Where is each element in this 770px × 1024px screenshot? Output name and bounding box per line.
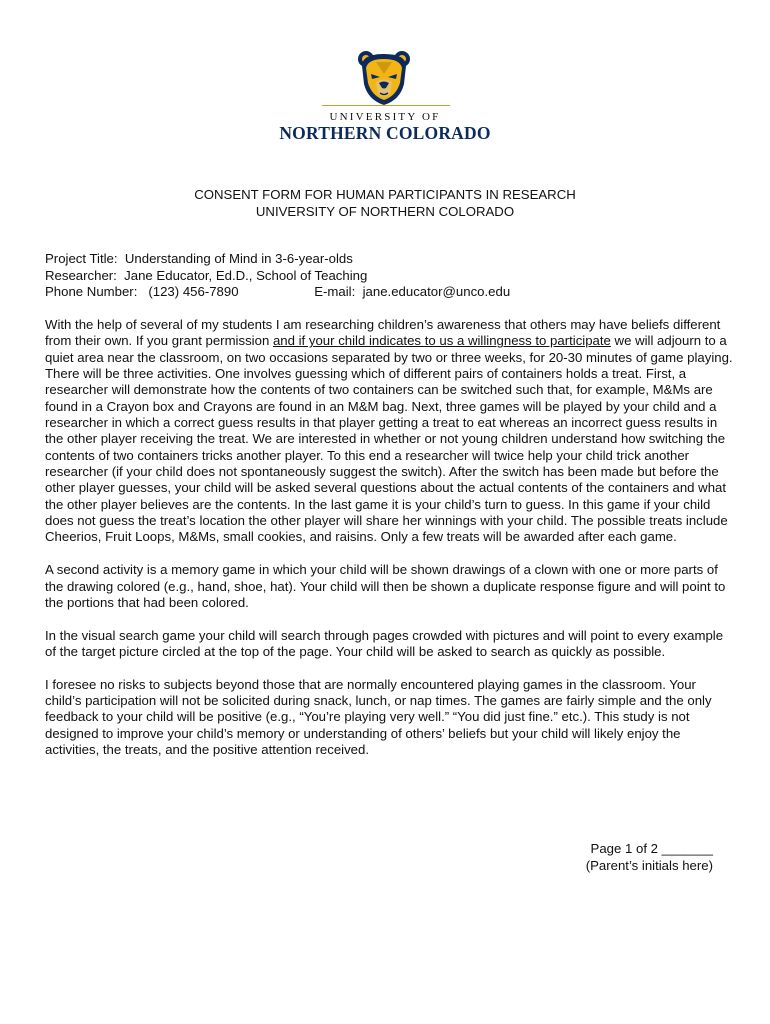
p1-text-start: With the help of several of my students I am researching children’s awareness that others may have beliefs different from their own. If you grant permission	[45, 317, 721, 349]
phone-label: Phone Number:	[45, 284, 138, 299]
researcher-value: Jane Educator, Ed.D., School of Teaching	[124, 267, 368, 283]
consent-body	[45, 317, 735, 775]
title-line-2: UNIVERSITY OF NORTHERN COLORADO	[255, 204, 515, 219]
phone-value: (123) 456-7890	[148, 284, 239, 299]
paragraph-risks: I foresee no risks to subjects beyond those that are normally encountered playing games in the classroom. Your child’s participation will not be solicited during snack, lunch, or nap times. The games are fairly simple and the only feedback to your child will be positive (e.g., “You’re playing very well.” “You did just fine.” etc.). This study is not designed to improve your child’s memory or understanding of others’ beliefs but your child will likely enjoy the activities, the treats, and the positive attention received.	[45, 676, 712, 757]
paragraph-memory-game: A second activity is a memory game in which your child will be shown drawings of a clown with one or more parts of the drawing colored (e.g., hand, shoe, hat). Your child will then be shown a duplicate response figure and will point to the portions that had been colored.	[45, 562, 726, 610]
researcher-label: Researcher:	[45, 267, 117, 283]
project-title-value: Understanding of Mind in 3-6-year-olds	[124, 251, 353, 266]
p1-underlined-text: and if your child indicates to us a willingness to participate	[272, 333, 611, 349]
logo-divider	[322, 105, 450, 106]
project-title-row	[45, 251, 735, 268]
title-line-1: CONSENT FORM FOR HUMAN PARTICIPANTS IN RESEARCH	[194, 187, 576, 202]
project-title-label: Project Title:	[45, 251, 118, 266]
paragraph-procedure	[45, 317, 735, 546]
logo-line-northern-colorado: NORTHERN COLORADO	[279, 123, 491, 143]
university-logo	[0, 50, 770, 145]
email-value: jane.educator@unco.edu	[362, 284, 511, 299]
p1-text-end: we will adjourn to a quiet area near the classroom, on two occasions separated by two or three weeks, for 20-30 minutes of game playing. There will be three activities. One involves guessing which of different pairs of containers holds a treat. First, a researcher will demonstrate how the contents of two containers can be switched such that, for example, M&Ms are found in a Crayon box and Crayons are found in an M&M bag. Next, three games will be played by your child and a researcher in which a correct guess results in that player getting a treat to eat whereas an incorrect guess results in the other player receiving the treat. We are interested in whether or not young children understand how switching the contents of two containers tricks another player. To this end a researcher will twice help your child trick another researcher (if your child does not spontaneously suggest the switch). After the switch has been made but before the other player guesses, your child will be asked several questions about the actual contents of the containers and what the other player believes are the contents. In the last game it is your child’s turn to guess. In this game if your child does not guess the treat’s location the other player will share her winnings with your child. The possible treats include Cheerios, Fruit Loops, M&Ms, small cookies, and raisins. Only a few treats will be awarded after each game.	[45, 333, 733, 545]
contact-row	[45, 284, 735, 301]
project-info	[45, 251, 735, 301]
parent-initials-note: (Parent’s initials here)	[585, 858, 713, 873]
page-footer	[520, 840, 713, 874]
logo-line-university-of: UNIVERSITY OF	[329, 111, 441, 123]
page-number: Page 1 of 2 _______	[590, 841, 713, 856]
email-label: E-mail:	[314, 284, 356, 299]
bear-mascot-icon	[356, 50, 412, 106]
paragraph-visual-search: In the visual search game your child will search through pages crowded with pictures and will point to every example of the target picture circled at the top of the page. Your child will be asked to search as quickly as possible.	[45, 627, 724, 659]
researcher-row	[45, 268, 735, 285]
document-title	[0, 186, 770, 220]
